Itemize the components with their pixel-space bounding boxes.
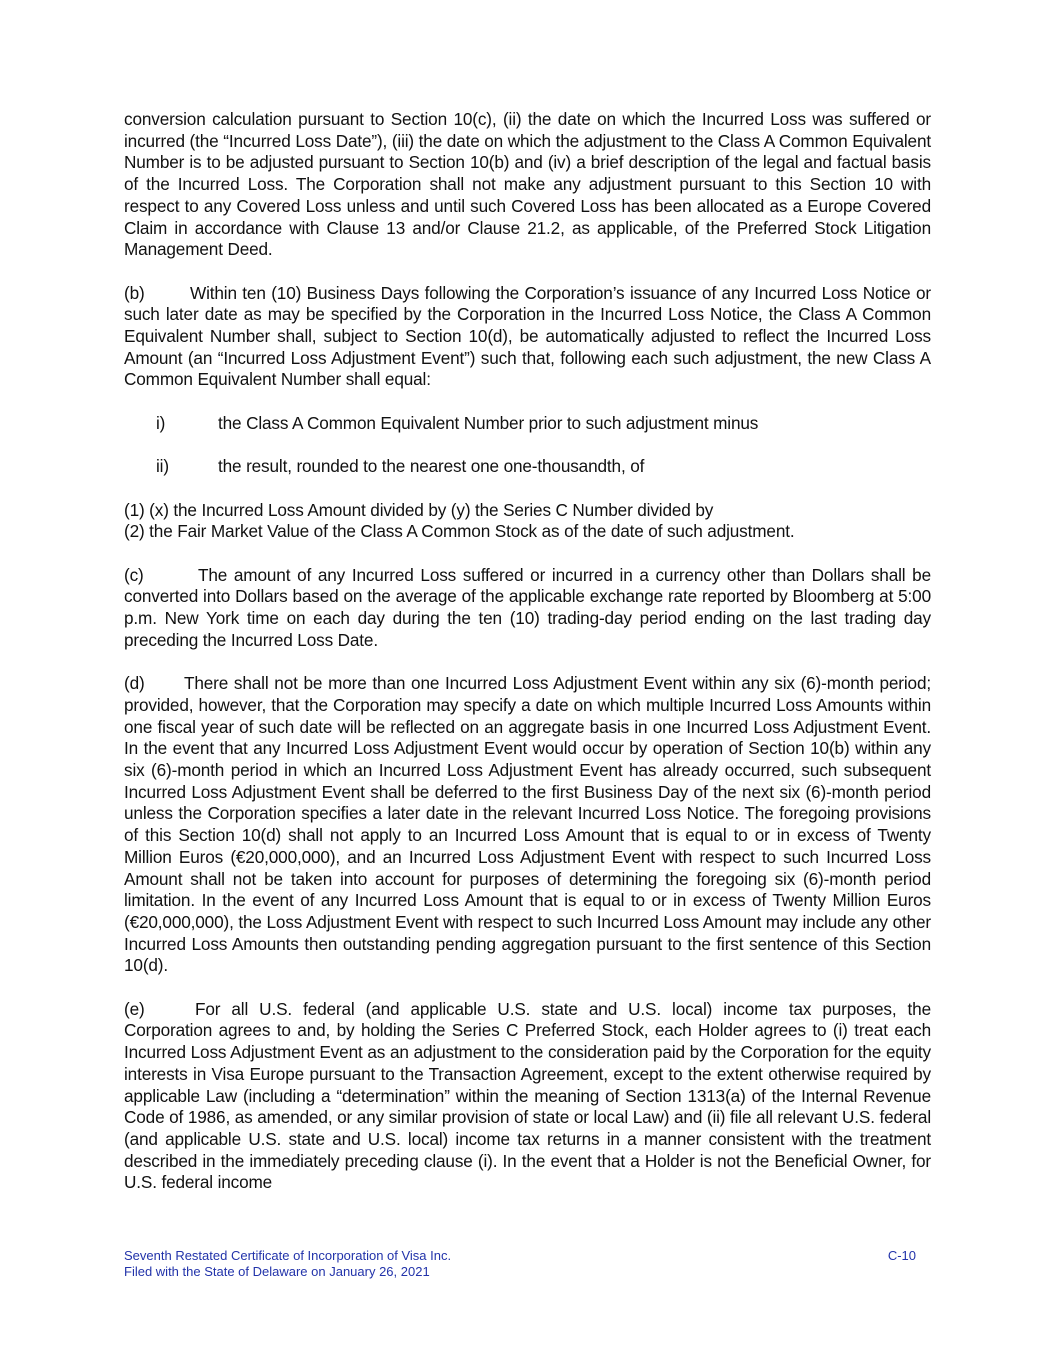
section-e-paragraph (124, 999, 931, 1194)
section-b-label: (b) (124, 282, 145, 303)
section-e-label: (e) (124, 998, 145, 1019)
section-c-paragraph (124, 565, 931, 652)
list-item-text: the result, rounded to the nearest one one-thousandth, of (218, 456, 645, 477)
formula-line-1: (1) (x) the Incurred Loss Amount divided by (y) the Series C Number divided by (124, 499, 714, 520)
list-item (124, 456, 931, 478)
intro-paragraph: conversion calculation pursuant to Section 10(c), (ii) the date on which the Incurred Loss was suffered or incurred (the “Incurred Loss Date”), (iii) the date on which the adjustment to the Class A Common Equivalent Number is to be adjusted pursuant to Section 10(b) and (iv) a brief description of the legal and factual basis of the Incurred Loss. The Corporation shall not make any adjustment pursuant to this Section 10 with respect to any Covered Loss unless and until such Covered Loss has been allocated as a Europe Covered Claim in accordance with Clause 13 and/or Clause 21.2, as applicable, of the Preferred Stock Litigation Management Deed. (124, 109, 931, 260)
footer-filing-date: Filed with the State of Delaware on January 26, 2021 (124, 1264, 430, 1279)
list-item-number: i) (156, 412, 166, 433)
page-footer (124, 1248, 916, 1280)
list-item-text: the Class A Common Equivalent Number prior to such adjustment minus (218, 412, 759, 433)
section-b-text: Within ten (10) Business Days following the Corporation’s issuance of any Incurred Loss Notice or such later date as may be specified by the Corporation in the Incurred Loss Notice, the Class A Common Equivalent Number shall, subject to Section 10(d), be automatically adjusted to reflect the Incurred Loss Amount (an “Incurred Loss Adjustment Event”) such that, following each such adjustment, the new Class A Common Equivalent Number shall equal: (124, 282, 931, 390)
page-number: C-10 (887, 1248, 916, 1263)
list-item (124, 413, 931, 435)
section-c-text: The amount of any Incurred Loss suffered or incurred in a currency other than Dollars shall be converted into Dollars based on the average of the applicable exchange rate reported by Bloomberg at 5:00 p.m. New York time on each day during the ten (10) trading-day period ending on the last trading day preceding the Incurred Loss Date. (124, 564, 931, 650)
section-b-paragraph (124, 283, 931, 392)
section-d-text: There shall not be more than one Incurred Loss Adjustment Event within any six (6)-month period; provided, however, that the Corporation may specify a date on which multiple Incurred Loss Amounts within one fiscal year of such date will be reflected on an aggregate basis in one Incurred Loss Adjustment Event. In the event that any Incurred Loss Adjustment Event would occur by operation of Section 10(b) within any six (6)-month period in which an Incurred Loss Adjustment Event has already occurred, such subsequent Incurred Loss Adjustment Event shall be deferred to the first Business Day of the next six (6)-month period unless the Corporation specifies a later date in the relevant Incurred Loss Notice. The foregoing provisions of this Section 10(d) shall not apply to an Incurred Loss Amount that is equal to or in excess of Twenty Million Euros (€20,000,000), and an Incurred Loss Adjustment Event with respect to such Incurred Loss Amount shall not be taken into account for purposes of determining the foregoing six (6)-month period limitation. In the event of any Incurred Loss Amount that is equal to or in excess of Twenty Million Euros (€20,000,000), the Loss Adjustment Event with respect to such Incurred Loss Amount may include any other Incurred Loss Amounts then outstanding pending aggregation pursuant to the first sentence of this Section 10(d). (124, 673, 931, 976)
document-body (124, 109, 931, 1216)
footer-title: Seventh Restated Certificate of Incorporation of Visa Inc. (124, 1248, 452, 1263)
list-item-number: ii) (156, 456, 169, 477)
section-d-paragraph (124, 673, 931, 977)
section-d-label: (d) (124, 673, 145, 694)
formula-line-2: (2) the Fair Market Value of the Class A Common Stock as of the date of such adjustment. (124, 521, 795, 542)
section-e-text: For all U.S. federal (and applicable U.S. state and U.S. local) income tax purposes, the Corporation agrees to and, by holding the Series C Preferred Stock, each Holder agrees to (i) treat each Incurred Loss Adjustment Event as an adjustment to the consideration paid by the Corporation for the equity interests in Visa Europe pursuant to the Transaction Agreement, except to the extent otherwise required by applicable Law (including a “determination” within the meaning of Section 1313(a) of the Internal Revenue Code of 1986, as amended, or any similar provision of state or local Law) and (ii) file all relevant U.S. federal (and applicable U.S. state and U.S. local) income tax returns in a manner consistent with the treatment described in the immediately preceding clause (i). In the event that a Holder is not the Beneficial Owner, for U.S. federal income (124, 998, 931, 1193)
section-c-label: (c) (124, 564, 144, 585)
